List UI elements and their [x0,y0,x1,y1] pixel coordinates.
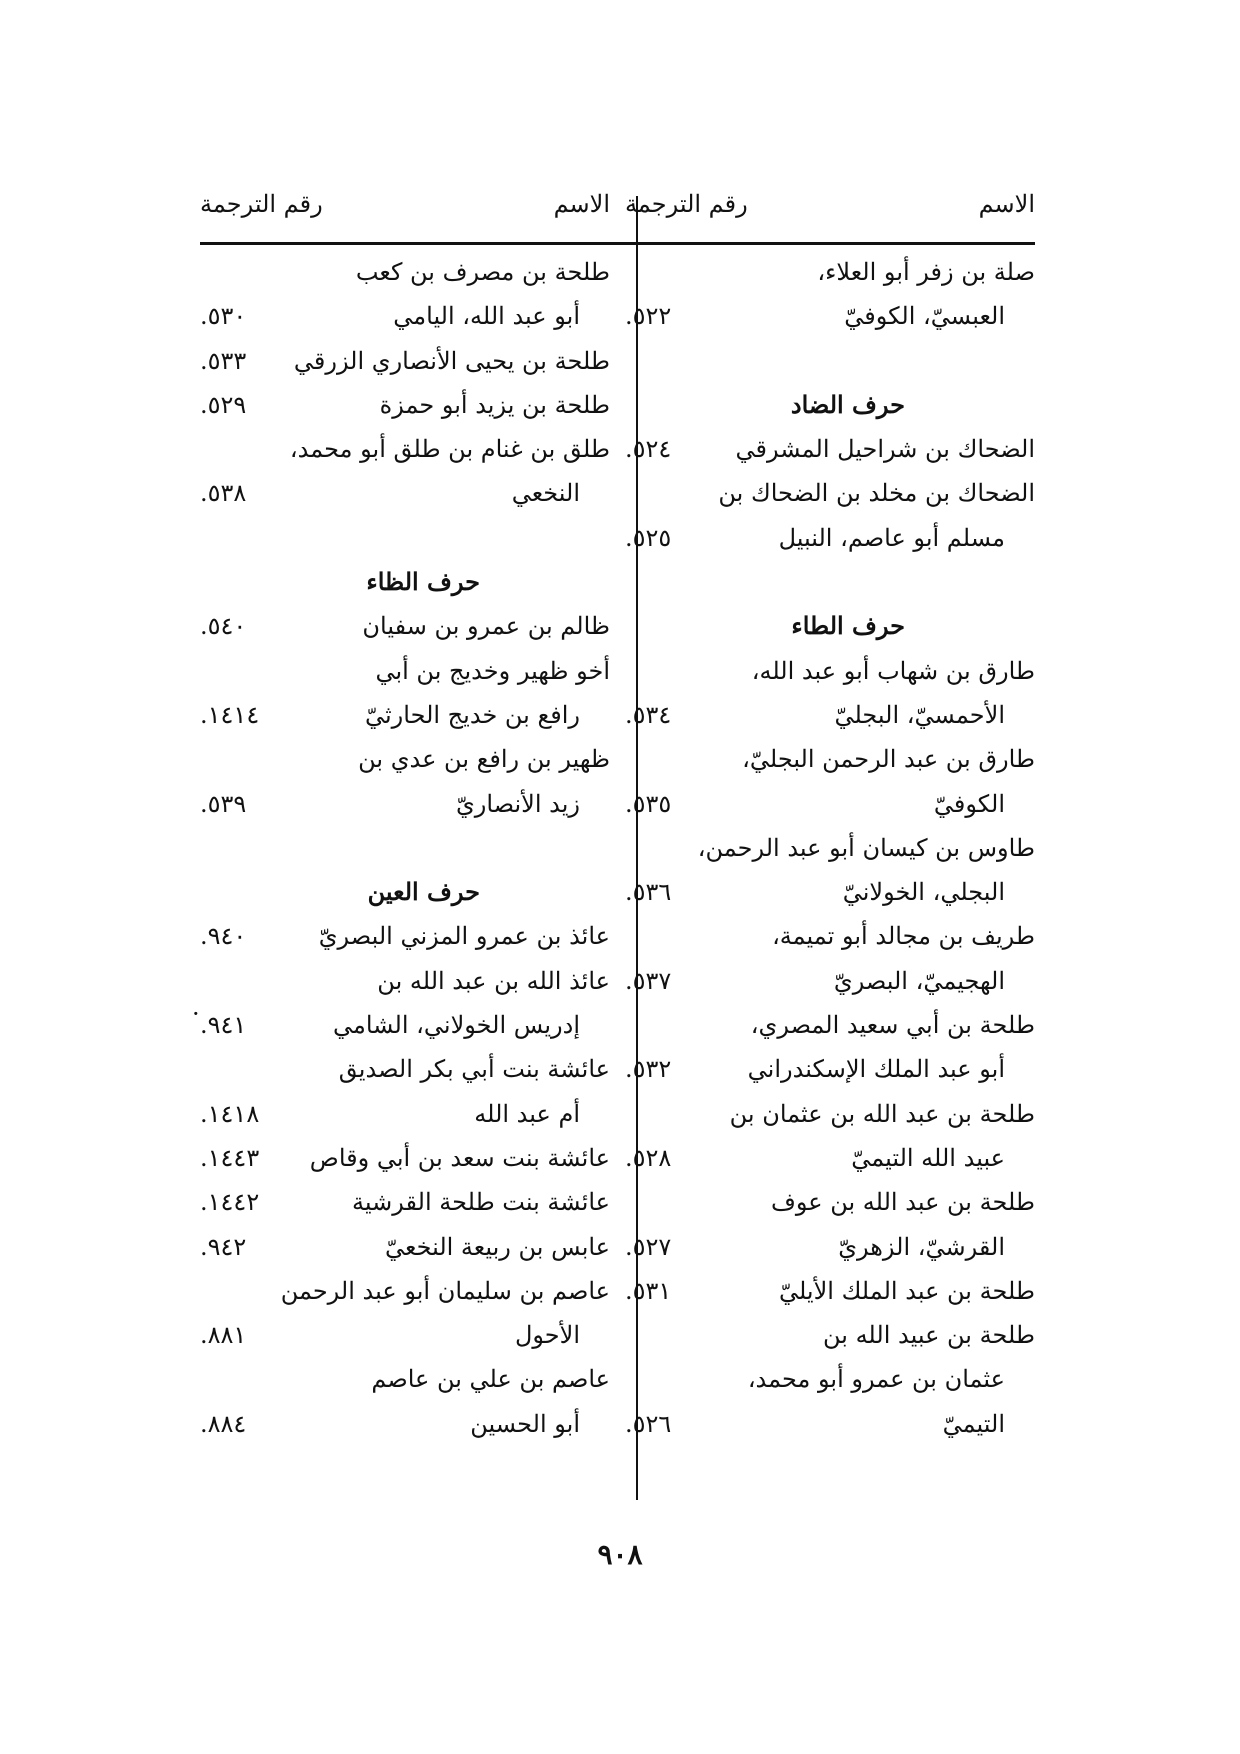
entry-name: عائشة بنت سعد بن أبي وقاص [309,1143,610,1172]
index-entry [200,471,610,515]
index-entry [625,1092,1035,1136]
entry-name: التيميّ [942,1409,1005,1438]
index-entry [625,471,1035,515]
entry-name: صلة بن زفر أبو العلاء، [817,258,1035,286]
index-entry [200,604,610,648]
entry-number: ١٤١٤. [200,700,260,729]
column-header [200,190,610,236]
index-entry [200,693,610,737]
index-entry [625,737,1035,781]
entry-name: أبو عبد الله، اليامي [393,302,580,331]
section-heading [200,560,610,604]
entry-name: عائذ بن عمرو المزني البصريّ [318,922,610,951]
spacer [200,826,610,870]
entry-name: أبو الحسين [470,1409,580,1438]
index-entry [200,1092,610,1136]
index-entry [625,1003,1035,1047]
entry-name: ظهير بن رافع بن عدي بن [358,745,610,774]
entry-name: عاصم بن سليمان أبو عبد الرحمن [280,1276,610,1305]
entry-name: طلق بن غنام بن طلق أبو محمد، [289,435,610,464]
index-entry [200,1357,610,1401]
entry-number: ٥٣٩. [200,789,247,818]
entry-name: أم عبد الله [474,1099,580,1128]
entry-name: طارق بن عبد الرحمن البجليّ، [742,745,1035,774]
index-entry [625,1047,1035,1091]
left-column [200,190,610,1446]
section-heading [625,383,1035,427]
number-header: رقم الترجمة [200,190,323,218]
entry-number: ٥٣١. [625,1276,672,1305]
entry-name: طلحة بن يزيد أبو حمزة [379,390,610,419]
entry-name: طاوس بن كيسان أبو عبد الرحمن، [697,833,1035,862]
entry-number: ٥٣٥. [625,789,672,818]
entry-name: عابس بن ربيعة النخعيّ [385,1232,610,1261]
index-entry [625,914,1035,958]
entry-name: طلحة بن عبد الله بن عوف [771,1188,1035,1217]
entry-number: ٥٣٦. [625,878,672,907]
section-title: حرف العين [367,877,480,907]
entry-number: ١٤٤٣. [200,1143,260,1172]
entry-number: ٨٨٤. [200,1409,247,1438]
index-entry [200,1136,610,1180]
entry-number: ٨٨١. [200,1321,247,1350]
entry-number: ٥٢٢. [625,302,672,331]
entry-name: طلحة بن مصرف بن كعب [355,258,610,286]
index-entry [625,1225,1035,1269]
index-entry [200,294,610,338]
entry-number: ٩٤١. [200,1011,247,1040]
section-title: حرف الضاد [790,389,905,419]
entry-number: ٩٤٢. [200,1232,247,1261]
entry-number: ٥٤٠. [200,612,247,641]
entry-number: ١٤٤٢. [200,1188,260,1217]
entry-list [200,250,610,1446]
index-entry [625,870,1035,914]
entry-name: البجلي، الخولانيّ [842,878,1005,907]
entry-name: مسلم أبو عاصم، النبيل [778,523,1005,552]
entry-number: ٥٣٣. [200,346,247,375]
index-entry [200,782,610,826]
index-entry [200,914,610,958]
entry-name: أبو عبد الملك الإسكندراني [747,1055,1005,1084]
index-entry [200,649,610,693]
index-entry [625,1357,1035,1401]
column-header [625,190,1035,236]
section-heading [625,604,1035,648]
entry-name: النخعي [511,479,580,508]
index-entry [625,826,1035,870]
index-entry [625,294,1035,338]
entry-name: الأحول [514,1321,580,1350]
entry-number: ٥٢٥. [625,523,672,552]
entry-name: عائذ الله بن عبد الله بن [377,966,610,995]
index-entry [625,649,1035,693]
page-number: ٩٠٨ [597,1538,643,1571]
entry-name: طريف بن مجالد أبو تميمة، [772,922,1035,951]
entry-name: طلحة بن يحيى الأنصاري الزرقي [293,346,610,375]
entry-number: ٥٣٤. [625,700,672,729]
section-title: حرف الطاء [791,611,905,641]
index-entry [200,737,610,781]
entry-number: ٩٤٠. [200,922,247,951]
spacer [625,560,1035,604]
entry-name: عائشة بنت طلحة القرشية [352,1188,610,1217]
entry-list [625,250,1035,1446]
entry-name: أخو ظهير وخديج بن أبي [375,656,610,685]
stray-dot: · [192,1000,200,1028]
index-entry [625,1313,1035,1357]
entry-name: طلحة بن عبيد الله بن [822,1321,1035,1350]
name-header: الاسم [978,190,1035,218]
entry-name: ظالم بن عمرو بن سفيان [362,612,610,641]
entry-name: رافع بن خديج الحارثيّ [364,700,580,729]
index-entry [200,383,610,427]
index-entry [200,1402,610,1446]
entry-number: ٥٣٨. [200,479,247,508]
number-header: رقم الترجمة [625,190,748,218]
index-entry [625,959,1035,1003]
entry-name: زيد الأنصاريّ [455,789,580,818]
entry-name: عثمان بن عمرو أبو محمد، [747,1365,1005,1394]
entry-name: عاصم بن علي بن عاصم [371,1365,610,1394]
entry-name: العبسيّ، الكوفيّ [844,302,1005,331]
entry-name: الكوفيّ [933,789,1005,818]
entry-name: إدريس الخولاني، الشامي [332,1011,580,1040]
index-entry [625,250,1035,294]
index-entry [200,1313,610,1357]
index-entry [625,516,1035,560]
section-heading [200,870,610,914]
index-entry [625,782,1035,826]
index-entry [625,427,1035,471]
entry-number: ٥٢٤. [625,435,672,464]
entry-name: عبيد الله التيميّ [851,1143,1005,1172]
entry-name: عائشة بنت أبي بكر الصديق [338,1055,610,1084]
index-entry [200,1225,610,1269]
entry-number: ٥٢٧. [625,1232,672,1261]
right-column [625,190,1035,1446]
entry-name: القرشيّ، الزهريّ [838,1232,1005,1261]
entry-name: طلحة بن عبد الله بن عثمان بن [729,1099,1035,1128]
entry-name: الهجيميّ، البصريّ [833,966,1005,995]
entry-number: ٥٢٦. [625,1409,672,1438]
index-entry [200,250,610,294]
index-entry [200,1180,610,1224]
entry-number: ٥٣٧. [625,966,672,995]
index-entry [200,1269,610,1313]
entry-name: طلحة بن أبي سعيد المصري، [750,1011,1035,1040]
index-entry [200,1047,610,1091]
entry-name: طلحة بن عبد الملك الأيليّ [778,1276,1035,1305]
index-entry [625,1180,1035,1224]
entry-number: ٥٢٩. [200,390,247,419]
name-header: الاسم [553,190,610,218]
section-title: حرف الظاء [366,567,480,597]
entry-number: ٥٢٨. [625,1143,672,1172]
index-entry [625,693,1035,737]
entry-name: الضحاك بن شراحيل المشرقي [735,435,1035,464]
index-entry [200,959,610,1003]
index-entry [200,339,610,383]
spacer [625,339,1035,383]
spacer [200,516,610,560]
entry-name: طارق بن شهاب أبو عبد الله، [751,656,1035,685]
index-entry [625,1136,1035,1180]
entry-name: الضحاك بن مخلد بن الضحاك بن [718,479,1035,508]
entry-number: ٥٣٢. [625,1055,672,1084]
entry-name: الأحمسيّ، البجليّ [834,700,1005,729]
index-entry [625,1269,1035,1313]
entry-number: ٥٣٠. [200,302,247,331]
index-entry [200,1003,610,1047]
entry-number: ١٤١٨. [200,1099,260,1128]
index-entry [200,427,610,471]
index-entry [625,1402,1035,1446]
